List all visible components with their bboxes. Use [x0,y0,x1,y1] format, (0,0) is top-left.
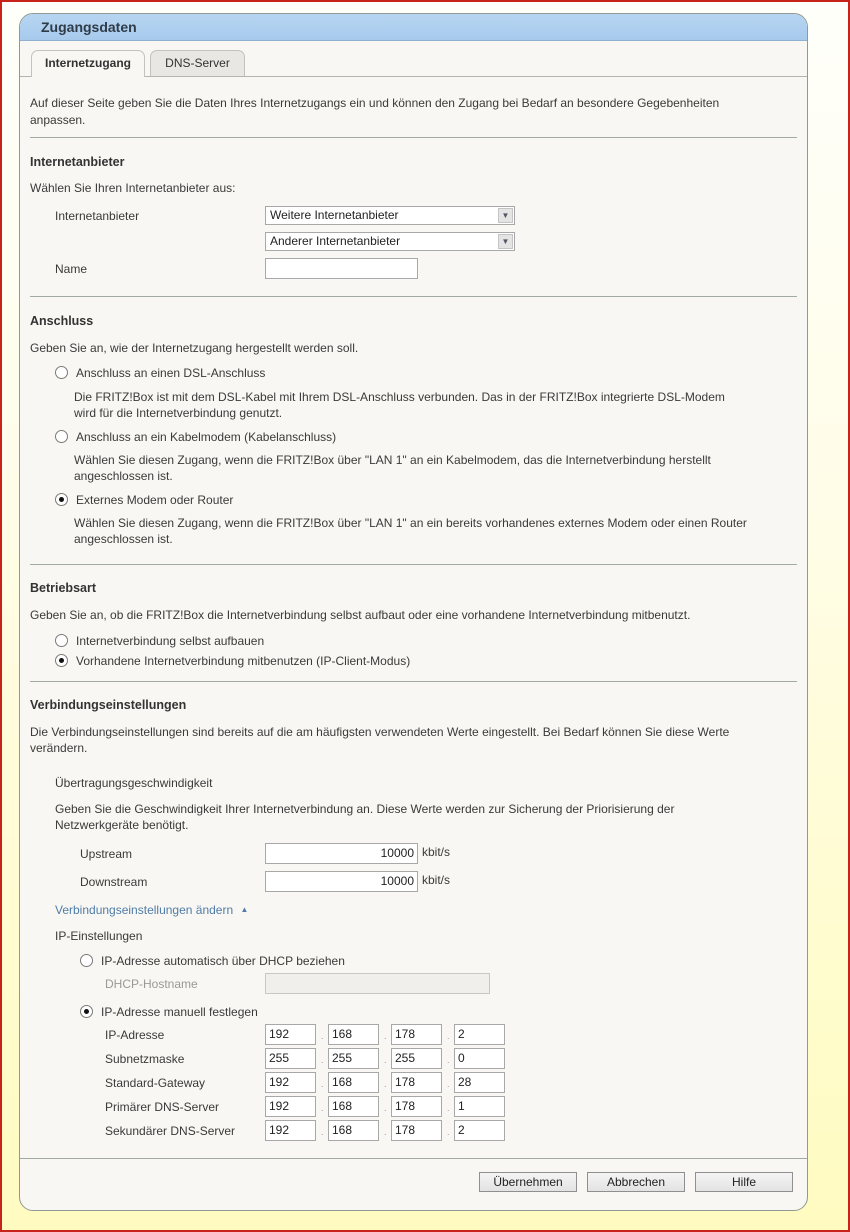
radio-dhcp[interactable] [80,954,93,967]
radio-external-modem[interactable] [55,493,68,506]
gateway-octet-4[interactable]: 28 [454,1072,505,1093]
secondary-dns-octet-1[interactable]: 192 [265,1120,316,1141]
cable-desc-line1: Wählen Sie diesen Zugang, wenn die FRITZ!Box über "LAN 1" an ein Kabelmodem, das die Internetverbindung herstellt [74,453,711,467]
dhcp-hostname-label: DHCP-Hostname [105,977,198,991]
speed-prompt-line2: Netzwerkgeräte benötigt. [55,818,189,832]
octet-separator: . [321,1079,324,1089]
radio-manual-ip[interactable] [80,1005,93,1018]
caret-up-icon[interactable]: ▲ [240,905,249,914]
gateway-octet-3[interactable]: 178 [391,1072,442,1093]
radio-external-modem-label[interactable]: Externes Modem oder Router [76,493,234,507]
divider [30,137,797,138]
provider-label: Internetanbieter [55,209,140,223]
dhcp-hostname-input[interactable] [265,973,490,994]
downstream-unit: kbit/s [422,873,451,887]
settings-heading: Verbindungseinstellungen [30,698,187,712]
connection-heading: Anschluss [30,314,94,328]
dsl-desc-line1: Die FRITZ!Box ist mit dem DSL-Kabel mit Ihrem DSL-Anschluss verbunden. Das in der FRITZ!Box integrierte DSL-Modem [74,390,725,404]
divider [30,296,797,297]
divider [30,564,797,565]
toggle-settings-link[interactable] [55,903,248,917]
chevron-down-icon[interactable]: ▼ [498,208,513,223]
octet-separator: . [321,1031,324,1041]
ip-address-octet-4[interactable]: 2 [454,1024,505,1045]
cancel-button[interactable]: Abbrechen [587,1172,685,1192]
radio-dsl-label[interactable]: Anschluss an einen DSL-Anschluss [76,366,266,380]
cable-desc-line2: angeschlossen ist. [74,469,173,483]
primary-dns-octet-2[interactable]: 168 [328,1096,379,1117]
provider-select-value: Weitere Internetanbieter [270,208,399,222]
panel-header [20,14,807,41]
primary-dns-octet-3[interactable]: 178 [391,1096,442,1117]
help-button[interactable]: Hilfe [695,1172,793,1192]
name-input[interactable] [265,258,418,279]
downstream-input[interactable]: 10000 [265,871,418,892]
subnet-mask-octet-1[interactable]: 255 [265,1048,316,1069]
name-label: Name [55,262,88,276]
dsl-desc-line2: wird für die Internetverbindung genutzt. [74,406,283,420]
ip-address-label: IP-Adresse [105,1028,165,1042]
gateway-octet-2[interactable]: 168 [328,1072,379,1093]
radio-self-connect[interactable] [55,634,68,647]
octet-separator: . [384,1103,387,1113]
external-desc-line2: angeschlossen ist. [74,532,173,546]
radio-cable[interactable] [55,430,68,443]
provider-heading: Internetanbieter [30,155,125,169]
ip-address-octet-3[interactable]: 178 [391,1024,442,1045]
speed-prompt-line1: Geben Sie die Geschwindigkeit Ihrer Internetverbindung an. Diese Werte werden zur Sicherung der Priorisierung der [55,802,675,816]
chevron-down-icon[interactable]: ▼ [498,234,513,249]
octet-separator: . [447,1055,450,1065]
divider [30,681,797,682]
octet-separator: . [321,1127,324,1137]
octet-separator: . [321,1055,324,1065]
radio-ip-client-label[interactable]: Vorhandene Internetverbindung mitbenutzen (IP-Client-Modus) [76,654,411,668]
settings-prompt-line2: verändern. [30,741,88,755]
toggle-settings-label[interactable]: Verbindungseinstellungen ändern [55,903,234,917]
apply-button[interactable]: Übernehmen [479,1172,577,1192]
panel-title: Zugangsdaten [41,19,137,35]
upstream-unit: kbit/s [422,845,451,859]
downstream-label: Downstream [80,875,148,889]
secondary-dns-octet-3[interactable]: 178 [391,1120,442,1141]
intro-text-line2: anpassen. [30,113,86,127]
gateway-label: Standard-Gateway [105,1076,206,1090]
radio-ip-client[interactable] [55,654,68,667]
mode-prompt: Geben Sie an, ob die FRITZ!Box die Internetverbindung selbst aufbaut oder eine vorhandene Internetverbindung mitbenutzt. [30,608,691,622]
connection-prompt: Geben Sie an, wie der Internetzugang hergestellt werden soll. [30,341,359,355]
octet-separator: . [447,1079,450,1089]
secondary-dns-octet-2[interactable]: 168 [328,1120,379,1141]
octet-separator: . [384,1055,387,1065]
radio-dsl[interactable] [55,366,68,379]
subnet-mask-octet-4[interactable]: 0 [454,1048,505,1069]
primary-dns-label: Primärer DNS-Server [105,1100,220,1114]
secondary-dns-octet-4[interactable]: 2 [454,1120,505,1141]
octet-separator: . [447,1103,450,1113]
settings-prompt-line1: Die Verbindungseinstellungen sind bereits auf die am häufigsten verwendeten Werte eingestellt. Bei Bedarf können Sie diese Werte [30,725,730,739]
ip-heading: IP-Einstellungen [55,929,143,943]
octet-separator: . [321,1103,324,1113]
secondary-dns-label: Sekundärer DNS-Server [105,1124,236,1138]
intro-text-line1: Auf dieser Seite geben Sie die Daten Ihres Internetzugangs ein und können den Zugang bei Bedarf an besondere Gegebenheiten [30,96,720,110]
ip-address-octet-1[interactable]: 192 [265,1024,316,1045]
mode-heading: Betriebsart [30,581,96,595]
subnet-mask-label: Subnetzmaske [105,1052,185,1066]
zugangsdaten-panel [19,13,808,1211]
provider-prompt: Wählen Sie Ihren Internetanbieter aus: [30,181,236,195]
radio-manual-ip-label[interactable]: IP-Adresse manuell festlegen [101,1005,258,1019]
octet-separator: . [384,1079,387,1089]
primary-dns-octet-4[interactable]: 1 [454,1096,505,1117]
speed-heading: Übertragungsgeschwindigkeit [55,776,213,790]
gateway-octet-1[interactable]: 192 [265,1072,316,1093]
octet-separator: . [447,1031,450,1041]
footer-divider [20,1158,807,1159]
octet-separator: . [384,1127,387,1137]
subnet-mask-octet-2[interactable]: 255 [328,1048,379,1069]
radio-self-connect-label[interactable]: Internetverbindung selbst aufbauen [76,634,265,648]
radio-dhcp-label[interactable]: IP-Adresse automatisch über DHCP beziehen [101,954,345,968]
ip-address-octet-2[interactable]: 168 [328,1024,379,1045]
tab-internetzugang[interactable]: Internetzugang [31,50,145,77]
provider-subselect-value: Anderer Internetanbieter [270,234,401,248]
provider-select[interactable] [265,206,515,225]
primary-dns-octet-1[interactable]: 192 [265,1096,316,1117]
upstream-input[interactable]: 10000 [265,843,418,864]
octet-separator: . [384,1031,387,1041]
tab-bar [20,41,807,77]
tab-dns-server[interactable]: DNS-Server [150,50,245,76]
radio-cable-label[interactable]: Anschluss an ein Kabelmodem (Kabelanschluss) [76,430,337,444]
upstream-label: Upstream [80,847,133,861]
subnet-mask-octet-3[interactable]: 255 [391,1048,442,1069]
external-desc-line1: Wählen Sie diesen Zugang, wenn die FRITZ!Box über "LAN 1" an ein bereits vorhandenes externes Modem oder einen Router [74,516,747,530]
provider-subselect[interactable] [265,232,515,251]
octet-separator: . [447,1127,450,1137]
